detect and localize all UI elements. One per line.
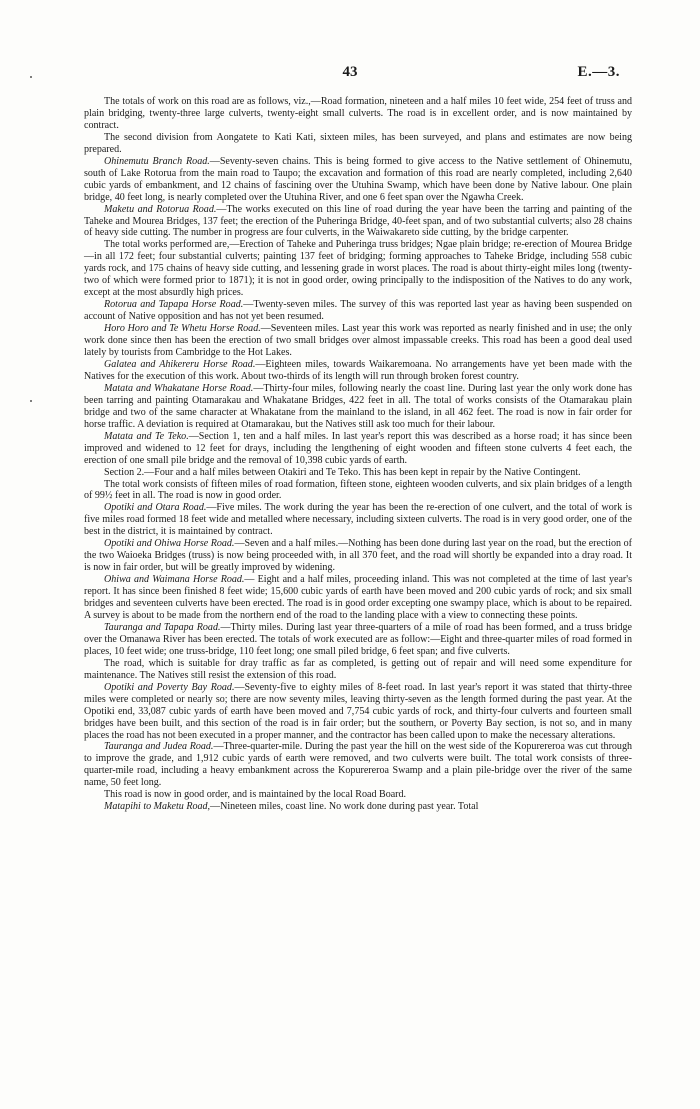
paragraph-title: Tauranga and Tapapa Road. (104, 621, 221, 633)
paragraph (84, 801, 632, 813)
paragraph-text: The second division from Aongatete to Kati Kati, sixteen miles, has been surveyed, and plans and estimates are now being prepared. (84, 131, 632, 155)
paragraph-text: —Seventeen miles. Last year this work was reported as nearly finished and in use; the only work done since then has been the erection of two small bridges over almost impassable creeks. This road has been a good deal used lately by tourists from Cambridge to the Hot Lakes. (84, 323, 632, 359)
paragraph-text: Section 2.—Four and a half miles between Otakiri and Te Teko. This has been kept in repair by the Native Contingent. (104, 466, 581, 478)
paragraph-text: —Five miles. The work during the year has been the re-erection of one culvert, and the total of work is five miles road formed 18 feet wide and metalled where necessary, including sixteen culverts. The road is in very good order, one of the best in the district, it is maintained by contract. (84, 502, 632, 538)
paragraph (84, 359, 632, 383)
paragraph-text: The total work consists of fifteen miles of road formation, fifteen stone, eighteen wooden culverts, and six plain bridges of a length of 99½ feet in all. The road is now in good order. (84, 478, 632, 502)
paragraph-text: —Twenty-seven miles. The survey of this was reported last year as having been suspended on account of Native opposition and has not yet been resumed. (84, 299, 633, 323)
paragraph (84, 574, 632, 622)
paragraph-text: —Seven and a half miles.—Nothing has been done during last year on the road, but the erection of the two Waioeka Bridges (truss) is now being proceeded with, in all 370 feet, and the road will shortly be expanded into a dray road. It is now in fair order, but will be greatly improved by widening. (84, 538, 632, 574)
paragraph (84, 682, 632, 742)
paragraph (84, 741, 632, 789)
paragraph-title: Matata and Te Teko. (104, 430, 189, 442)
paragraph-text: —Thirty-four miles, following nearly the coast line. During last year the only work done has been tarring and painting Otamarakau and Whakatane Bridges, 422 feet in all. The total of works consists of the Otamarakau plain bridge and two of the same character at Whakatane from the mainland to the island, in all 462 feet. The road is now in fair order for horse traffic. A deviation is required at Otamarakau, but the Natives still ask too much for their labour. (84, 382, 632, 430)
paragraph-text: —Eighteen miles, towards Waikaremoana. No arrangements have yet been made with the Natives for the execution of this work. About two-thirds of its length will run through broken forest country. (84, 358, 632, 382)
paragraph-text: —Seventy-five to eighty miles of 8-feet road. In last year's report it was stated that thirty-three miles were completed or nearly so; there are now seventy miles, leaving thirty-seven as the length formed during the past year. At the Opotiki end, 33,087 cubic yards of earth have been moved and 7,754 cubic yards of rock, and thirty-four culverts and fourteen small bridges have been built, and this section of the road is in fair order; but the southern, or Poverty Bay section, is not so, and in many places the road has not been executed in a proper manner, and the contractor has been called upon to make the necessary alterations. (84, 681, 633, 741)
paragraph-text: —Three-quarter-mile. During the past year the hill on the west side of the Kopurererоa was cut through to improve the grade, and 1,912 cubic yards of earth were removed, and two culverts were built. The total work consists of three-quarter-mile road, including a heavy embankment across the Kopurererоa Swamp and a plain pile-bridge over the river of the same name, 50 feet long. (84, 741, 633, 789)
paragraph-text: —Section 1, ten and a half miles. In last year's report this was described as a horse road; it has since been improved and widened to 12 feet for drays, including the lengthening of eight wooden and fifteen stone culverts 4 feet each, the erection of one small pile bridge and the removal of 10,398 cubic yards of earth. (84, 430, 632, 466)
paragraph-title: Opotiki and Ohiwa Horse Road. (104, 538, 235, 550)
paragraph-title: Horo Horo and Te Whetu Horse Road. (104, 323, 261, 335)
paragraph (84, 299, 632, 323)
page-number: 43 (342, 64, 358, 80)
paragraph-text: The total works performed are,—Erection of Taheke and Puheringa truss bridges; Ngae plain bridge; re-erection of Mourea Bridge—in all 172 feet; four substantial culverts; painting 137 feet of bridging; forming approaches to Taheke Bridge, including 558 cubic yards rock, and 175 chains of heavy side cutting, and lessening grade in worst places. The road is about thirty-eight miles long (twenty-two of which were formed prior to 1871); it is not in good order, owing principally to the indisposition of the Natives to do any work, except at the most absurdly high prices. (84, 239, 632, 299)
paragraph-text: The totals of work on this road are as follows, viz.,—Road formation, nineteen and a half miles 10 feet wide, 254 feet of truss and plain bridging, twenty-three large culverts, twenty-eight small culverts. The road is in excellent order, and is now maintained by contract. (84, 96, 632, 131)
paragraph-title: Tauranga and Judea Road. (104, 741, 214, 753)
paragraph (84, 431, 632, 467)
paragraph (84, 323, 632, 359)
paragraph-text: —Nineteen miles, coast line. No work done during past year. Total (210, 801, 479, 813)
paragraph (84, 156, 632, 204)
paragraph (84, 239, 632, 299)
paragraph (84, 96, 632, 132)
paragraph-text: —Seventy-seven chains. This is being formed to give access to the Native settlement of Ohinemutu, south of Lake Rotorua from the main road to Taupo; the excavation and formation of this road are nearly completed, including 2,640 cubic yards of embankment, and 12 chains of fascining over the Utuhina Swamp, which have been done by Native labour. One plain bridge, 40 feet long, is nearly completed over the Utuhina River, and one 6 feet span over the Ngawha Creek. (84, 155, 632, 203)
paragraph-text: — Eight and a half miles, proceeding inland. This was not completed at the time of last year's report. It has since been finished 8 feet wide; 15,600 cubic yards of earth have been moved and 200 cubic yards of rock; and six small bridges and seventeen culverts have been erected. The road is in good order excepting one swampy place, which is about to be repaired. A survey is about to be made from the northern end of the road to the landing place with a view to connecting these points. (84, 574, 632, 621)
page-speck (30, 400, 32, 402)
body-text (84, 96, 632, 813)
paragraph-text: This road is now in good order, and is maintained by the local Road Board. (104, 789, 407, 801)
paragraph-title: Maketu and Rotorua Road. (104, 203, 217, 215)
paragraph (84, 502, 632, 538)
paragraph (84, 622, 632, 658)
paragraph-title: Galatea and Ahikereru Horse Road. (104, 358, 256, 370)
paragraph-title: Matapihi to Maketu Road, (104, 801, 211, 813)
paragraph (84, 479, 632, 503)
paragraph-title: Opotiki and Poverty Bay Road. (104, 681, 235, 693)
paragraph-title: Ohinemutu Branch Road. (104, 155, 210, 167)
paragraph (84, 467, 632, 479)
document-reference: E.—3. (577, 64, 620, 80)
page-header (0, 64, 700, 86)
paragraph-text: The road, which is suitable for dray traffic as far as completed, is getting out of repair and will need some expenditure for maintenance. The Natives still resist the extension of this road. (84, 657, 632, 681)
paragraph (84, 132, 632, 156)
paragraph (84, 204, 632, 240)
paragraph-text: —Thirty miles. During last year three-quarters of a mile of road has been formed, and a truss bridge over the Omanawa River has been erected. The totals of work executed are as follow:—Eight and three-quarter miles of road formed in places, 10 feet wide; one truss-bridge, 110 feet long; one small piled bridge, 6 feet span; and five culverts. (84, 621, 632, 657)
paragraph-text: —The works executed on this line of road during the year have been the tarring and painting of the Taheke and Mourea Bridges, 137 feet; the erection of the Puheringa Bridge, 40-feet span, and of two substantial culverts; also 28 chains of heavy side cutting. The number in progress are four culverts, in the Waiwakareto side cutting, by the bridge carpenter. (84, 203, 632, 239)
paragraph (84, 789, 632, 801)
paragraph (84, 658, 632, 682)
paragraph (84, 538, 632, 574)
paragraph-title: Ohiwa and Waimana Horse Road. (104, 574, 245, 586)
paragraph-title: Opotiki and Otara Road. (104, 502, 207, 514)
paragraph-title: Matata and Whakatane Horse Road. (104, 382, 254, 394)
paragraph-title: Rotorua and Tapapa Horse Road. (104, 299, 244, 311)
paragraph (84, 383, 632, 431)
